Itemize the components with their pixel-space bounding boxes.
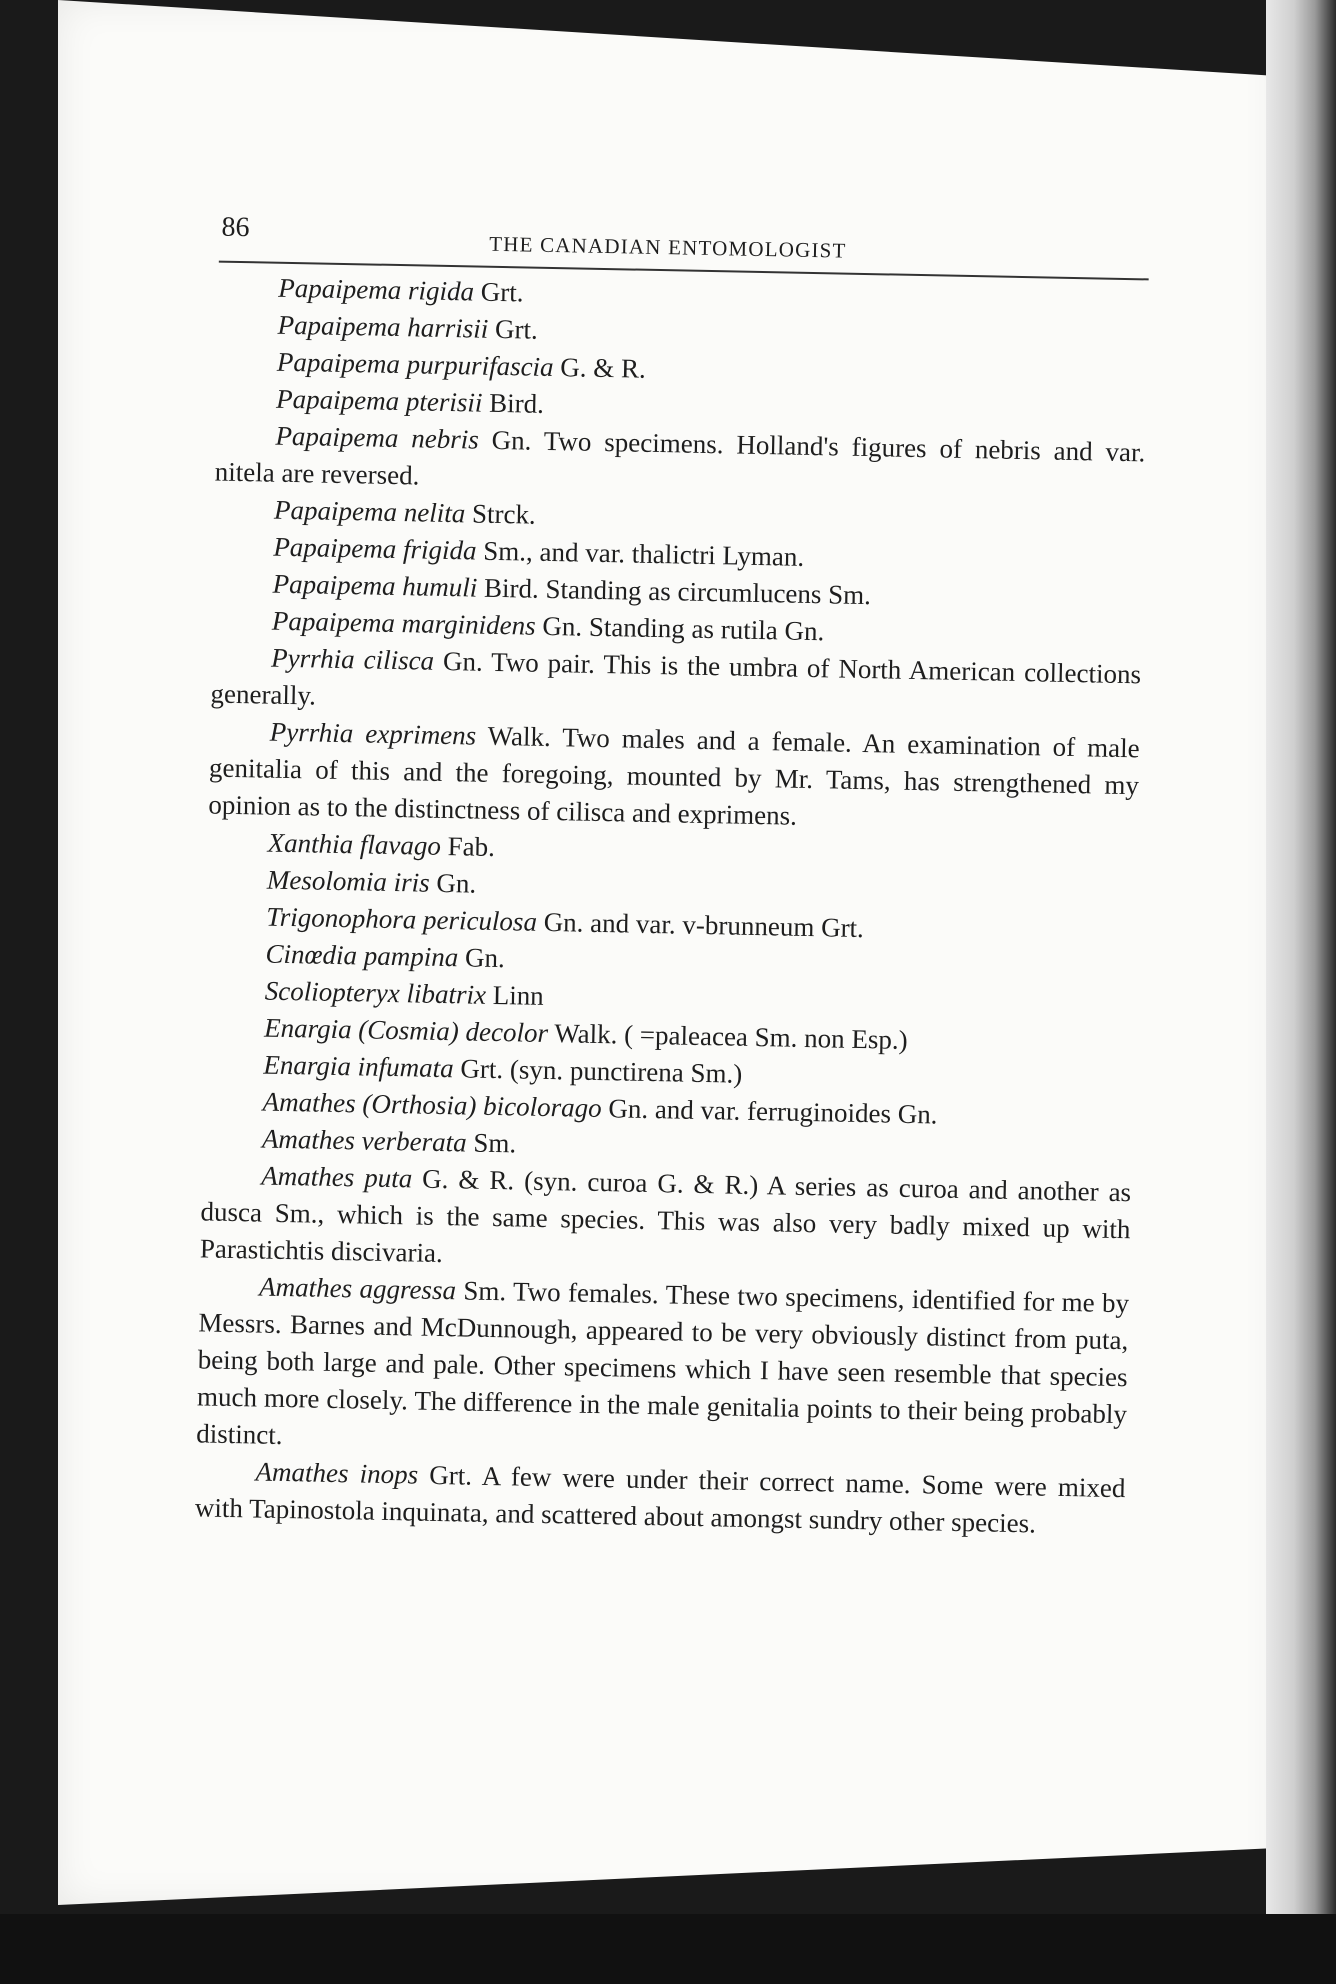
species-note: Walk. Two males and a female. An examination of male genitalia of this and the foregoing, mounted by Mr. Tams, has strengthened my opinion as to the distinctness of cilisca and exprimens. xyxy=(208,720,1140,831)
species-name: Enargia (Cosmia) decolor xyxy=(263,1012,549,1049)
species-name: Amathes puta xyxy=(260,1160,413,1194)
species-name: Papaipema humuli xyxy=(272,568,478,603)
species-name: Pyrrhia exprimens xyxy=(269,716,477,751)
species-note: G. & R. (syn. curoa G. & R.) A series as curoa and another as dusca Sm., which is the same species. This was also very badly mixed up with Parastichtis discivaria. xyxy=(199,1163,1132,1269)
species-name: Amathes verberata xyxy=(261,1123,467,1158)
species-name: Papaipema marginidens xyxy=(271,605,536,641)
species-note: Gn. Standing as rutila Gn. xyxy=(535,610,825,647)
species-note: Grt. A few were under their correct name. Some were mixed with Tapinostola inquinata, and scattered about amongst sundry other species. xyxy=(194,1459,1126,1539)
species-note: Bird. Standing as circumlucens Sm. xyxy=(477,572,872,611)
species-name: Papaipema frigida xyxy=(273,531,477,566)
species-note: Fab. xyxy=(440,830,496,862)
species-note: Sm. Two females. These two specimens, identified for me by Messrs. Barnes and McDunnough, appeared to be very obviously distinct from puta, being both large and pale. Other specimens which I have seen resemble that species much more closely. The difference in the male genitalia points to their being probably distinct. xyxy=(196,1275,1130,1451)
species-note: Gn. and var. ferruginoides Gn. xyxy=(601,1093,938,1130)
species-note: Gn. xyxy=(458,942,506,974)
running-title: THE CANADIAN ENTOMOLOGIST xyxy=(488,231,847,263)
species-name: Amathes inops xyxy=(255,1456,419,1490)
species-note: Strck. xyxy=(464,498,537,530)
species-note: Gn. Two pair. This is the umbra of North American collections generally. xyxy=(210,645,1142,711)
species-note: Sm. xyxy=(466,1127,517,1159)
species-name: Pyrrhia cilisca xyxy=(270,642,435,676)
species-name: Trigonophora periculosa xyxy=(265,901,538,937)
species-name: Papaipema harrisii xyxy=(277,309,489,344)
species-name: Scoliopteryx libatrix xyxy=(264,975,487,1010)
species-note: Grt. xyxy=(473,276,524,308)
species-name: Amathes aggressa xyxy=(258,1271,457,1306)
species-entry xyxy=(166,1267,1129,1470)
scan-edge xyxy=(1266,0,1336,1984)
species-name: Papaipema rigida xyxy=(278,272,475,307)
species-name: Xanthia flavago xyxy=(267,827,442,861)
species-note: Linn xyxy=(485,979,545,1011)
species-name: Enargia infumata xyxy=(263,1049,454,1084)
species-entry xyxy=(170,1156,1132,1285)
species-note: Bird. xyxy=(482,387,545,419)
species-name: Papaipema nebris xyxy=(275,420,480,455)
species-name: Mesolomia iris xyxy=(266,864,430,898)
species-note: Sm., and var. thalictri Lyman. xyxy=(476,535,805,572)
species-note: Grt. (syn. punctirena Sm.) xyxy=(453,1053,743,1089)
species-list xyxy=(165,268,1149,1544)
species-name: Amathes (Orthosia) bicolorago xyxy=(262,1086,602,1124)
species-note: Walk. ( =paleacea Sm. non Esp.) xyxy=(547,1018,908,1055)
species-entry xyxy=(178,712,1140,841)
scan-bottom-edge xyxy=(0,1914,1336,1984)
species-note: Gn. xyxy=(429,867,477,899)
species-note: Gn. and var. v-brunneum Grt. xyxy=(536,906,865,944)
species-note: Grt. xyxy=(488,313,539,345)
species-name: Papaipema pterisii xyxy=(275,383,483,418)
species-name: Cinœdia pampina xyxy=(265,938,459,973)
species-note: G. & R. xyxy=(553,352,647,384)
page-number: 86 xyxy=(221,211,250,244)
species-name: Papaipema nelita xyxy=(273,494,466,529)
page-content xyxy=(165,200,1150,1544)
species-name: Papaipema purpurifascia xyxy=(276,346,554,383)
species-note: Gn. Two specimens. Holland's figures of nebris and var. nitela are reversed. xyxy=(214,424,1146,491)
